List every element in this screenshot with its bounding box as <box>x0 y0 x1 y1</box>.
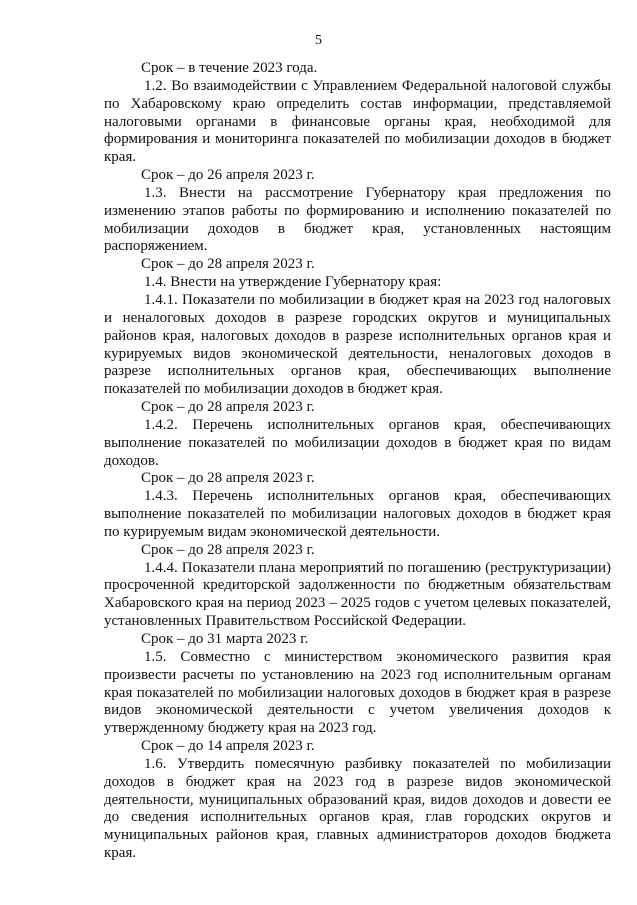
deadline-line: Срок – до 31 марта 2023 г. <box>141 631 309 647</box>
deadline-line: Срок – до 28 апреля 2023 г. <box>141 541 315 558</box>
document-body <box>104 60 611 863</box>
clause-1-4-2: 1.4.2. Перечень исполнительных органов края, обеспечивающих выполнение показателей по мобилизации доходов в бюджет края по видам доходов. <box>104 416 611 469</box>
deadline-line: Срок – до 28 апреля 2023 г. <box>141 256 315 273</box>
deadline-line: Срок – до 26 апреля 2023 г. <box>141 167 315 184</box>
clause-1-4-3: 1.4.3. Перечень исполнительных органов края, обеспечивающих выполнение показателей по мобилизации налоговых доходов в бюджет края по курируемым видам экономической деятельности. <box>104 488 611 540</box>
clause-1-4-1: 1.4.1. Показатели по мобилизации в бюджет края на 2023 год налоговых и неналоговых доходов в разрезе городских округов и муниципальных районов края, налоговых доходов в разрезе исполнительных органов края и курируемых видов экономической деятельности, неналоговых доходов в разрезе исполнительных органов края, обеспечивающих выполнение показателей по мобилизации доходов в бюджет края. <box>104 291 611 398</box>
clause-1-6: 1.6. Утвердить помесячную разбивку показателей по мобилизации доходов в бюджет края на 2023 год в разрезе видов экономической деятельности, муниципальных образований края, видов доходов и довести ее до сведения исполнительных органов края, глав городских округов и муниципальных районов края, главных администраторов доходов бюджета края. <box>104 755 611 862</box>
page-number: 5 <box>315 33 322 48</box>
clause-1-4: 1.4. Внести на утверждение Губернатору края: <box>144 274 442 291</box>
clause-1-5: 1.5. Совместно с министерством экономического развития края произвести расчеты по установлению на 2023 год исполнительным органам края показателей по мобилизации налоговых доходов в бюджет края в разрезе видов экономической деятельности с учетом увеличения доходов к утвержденному бюджету края на 2023 год. <box>104 648 611 737</box>
clause-1-3: 1.3. Внести на рассмотрение Губернатору края предложения по изменению этапов работы по формированию и исполнению показателей по мобилизации доходов в бюджет края, установленных настоящим распоряжением. <box>104 184 611 255</box>
deadline-line: Срок – до 28 апреля 2023 г. <box>141 470 315 487</box>
deadline-line: Срок – до 14 апреля 2023 г. <box>141 738 315 755</box>
clause-1-4-4: 1.4.4. Показатели плана мероприятий по погашению (реструктуризации) просроченной кредиторской задолженности по бюджетным обязательствам Хабаровского края на период 2023 – 2025 годов с учетом целевых показателей, установленных Правительством Российской Федерации. <box>104 559 611 630</box>
deadline-line: Срок – до 28 апреля 2023 г. <box>141 399 315 416</box>
clause-1-2: 1.2. Во взаимодействии с Управлением Федеральной налоговой службы по Хабаровскому краю определить состав информации, представляемой налоговыми органами в финансовые органы края, необходимой для формирования и мониторинга показателей по мобилизации доходов в бюджет края. <box>104 77 611 166</box>
deadline-line: Срок – в течение 2023 года. <box>141 60 318 76</box>
